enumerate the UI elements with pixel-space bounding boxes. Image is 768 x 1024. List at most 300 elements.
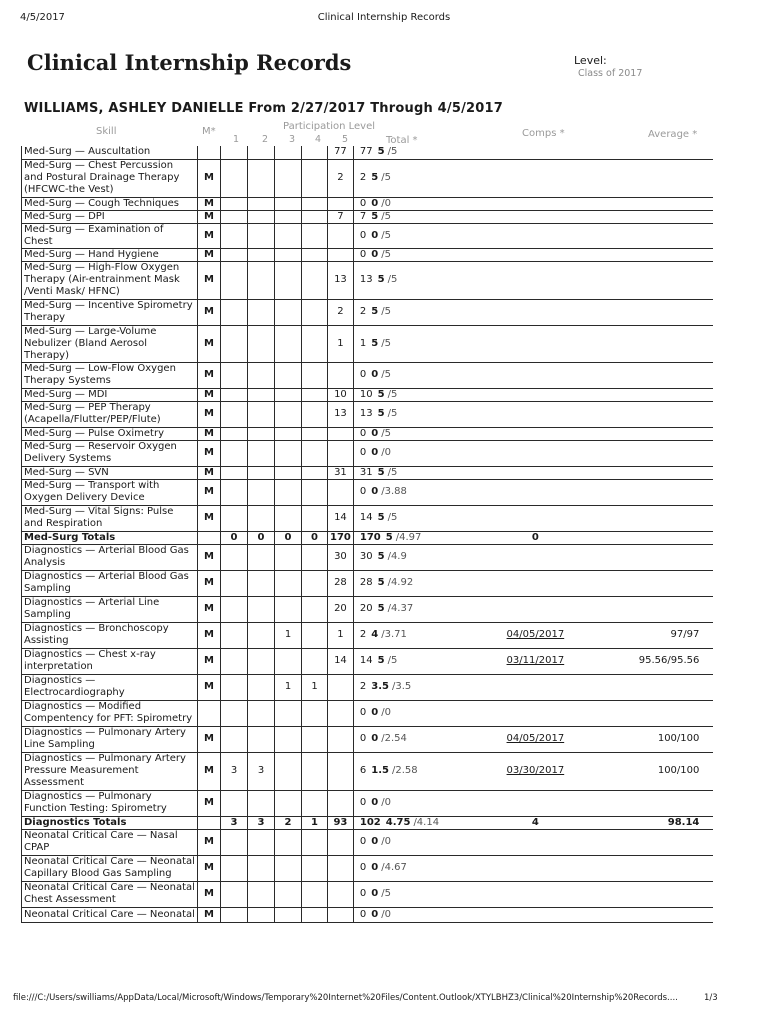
average-score: 100/100 bbox=[609, 752, 713, 790]
participation-level-3 bbox=[275, 648, 302, 674]
mandatory-mark bbox=[198, 531, 221, 544]
comps-date bbox=[461, 700, 609, 726]
average-score bbox=[609, 790, 713, 816]
total-max: /5 bbox=[381, 888, 391, 899]
total-max: /5 bbox=[387, 512, 398, 523]
total-count: 7 bbox=[359, 210, 367, 222]
column-header-level-4: 4 bbox=[315, 134, 322, 145]
participation-level-2 bbox=[248, 881, 275, 907]
participation-level-3 bbox=[275, 440, 302, 466]
participation-level-5 bbox=[328, 700, 354, 726]
total-count: 2 bbox=[359, 306, 367, 317]
participation-level-5: 77 bbox=[328, 146, 354, 159]
total-cell bbox=[353, 570, 461, 596]
table-row bbox=[22, 855, 714, 881]
total-score: 0 bbox=[371, 797, 379, 808]
participation-level-5: 170 bbox=[328, 531, 354, 544]
participation-level-5: 1 bbox=[328, 622, 354, 648]
participation-level-4 bbox=[302, 388, 328, 401]
participation-level-3: 2 bbox=[275, 816, 302, 829]
total-count: 102 bbox=[359, 816, 381, 828]
participation-level-1 bbox=[221, 648, 248, 674]
total-max: /5 bbox=[381, 369, 391, 380]
mandatory-mark: M bbox=[198, 299, 221, 325]
total-score: 5 bbox=[385, 531, 393, 543]
skill-name: Neonatal Critical Care — Neonatal bbox=[22, 907, 198, 922]
participation-level-3 bbox=[275, 505, 302, 531]
total-cell bbox=[353, 648, 461, 674]
participation-level-5 bbox=[328, 674, 354, 700]
comps-date: 0 bbox=[461, 531, 609, 544]
total-count: 20 bbox=[359, 603, 373, 614]
total-count: 0 bbox=[359, 888, 367, 899]
participation-level-1 bbox=[221, 855, 248, 881]
totals-row bbox=[22, 816, 714, 829]
average-score bbox=[609, 440, 713, 466]
participation-level-2 bbox=[248, 726, 275, 752]
comps-date bbox=[461, 440, 609, 466]
participation-level-1 bbox=[221, 726, 248, 752]
total-cell bbox=[353, 197, 461, 210]
total-cell bbox=[353, 855, 461, 881]
total-count: 13 bbox=[359, 408, 373, 419]
participation-level-3 bbox=[275, 210, 302, 223]
total-cell bbox=[353, 479, 461, 505]
comps-date bbox=[461, 855, 609, 881]
participation-level-1 bbox=[221, 401, 248, 427]
total-count: 0 bbox=[359, 733, 367, 744]
comps-date bbox=[461, 674, 609, 700]
participation-level-5: 20 bbox=[328, 596, 354, 622]
total-score: 4.75 bbox=[385, 816, 411, 828]
participation-level-5: 28 bbox=[328, 570, 354, 596]
participation-level-5 bbox=[328, 479, 354, 505]
column-header-level-2: 2 bbox=[262, 134, 269, 145]
comps-date: 03/11/2017 bbox=[461, 648, 609, 674]
participation-level-2 bbox=[248, 388, 275, 401]
participation-level-1 bbox=[221, 700, 248, 726]
table-row bbox=[22, 544, 714, 570]
skill-name: Med-Surg — Chest Percussion and Postural Drainage Therapy (HFCWC-the Vest) bbox=[22, 159, 198, 197]
participation-level-1 bbox=[221, 362, 248, 388]
average-score: 100/100 bbox=[609, 726, 713, 752]
skill-name: Med-Surg — DPI bbox=[22, 210, 198, 223]
table-row bbox=[22, 505, 714, 531]
comps-date bbox=[461, 210, 609, 223]
mandatory-mark: M bbox=[198, 752, 221, 790]
total-max: /5 bbox=[387, 274, 398, 285]
table-row bbox=[22, 197, 714, 210]
skill-name: Med-Surg — Transport with Oxygen Delivery Device bbox=[22, 479, 198, 505]
total-cell bbox=[353, 700, 461, 726]
total-max: /3.71 bbox=[381, 629, 407, 640]
total-score: 4 bbox=[371, 629, 379, 640]
average-score bbox=[609, 570, 713, 596]
participation-level-2 bbox=[248, 648, 275, 674]
average-score bbox=[609, 466, 713, 479]
comps-date bbox=[461, 223, 609, 248]
total-cell bbox=[353, 248, 461, 261]
skill-name: Med-Surg — PEP Therapy (Acapella/Flutter/PEP/Flute) bbox=[22, 401, 198, 427]
mandatory-mark: M bbox=[198, 674, 221, 700]
total-max: /0 bbox=[381, 908, 391, 920]
column-header-level-3: 3 bbox=[289, 134, 296, 145]
total-score: 5 bbox=[371, 172, 379, 183]
total-count: 77 bbox=[359, 146, 373, 158]
comps-date bbox=[461, 388, 609, 401]
average-score bbox=[609, 248, 713, 261]
participation-level-4 bbox=[302, 881, 328, 907]
participation-level-4 bbox=[302, 401, 328, 427]
total-max: /4.92 bbox=[387, 577, 414, 588]
participation-level-3: 1 bbox=[275, 674, 302, 700]
total-cell bbox=[353, 881, 461, 907]
participation-level-4 bbox=[302, 261, 328, 299]
participation-level-3: 0 bbox=[275, 531, 302, 544]
mandatory-mark: M bbox=[198, 790, 221, 816]
total-count: 0 bbox=[359, 447, 367, 458]
participation-level-2 bbox=[248, 790, 275, 816]
participation-level-1 bbox=[221, 299, 248, 325]
total-score: 5 bbox=[377, 577, 385, 588]
total-max: /5 bbox=[381, 248, 391, 260]
total-count: 170 bbox=[359, 531, 381, 543]
total-max: /3.88 bbox=[381, 486, 407, 497]
participation-level-3 bbox=[275, 829, 302, 855]
participation-level-5 bbox=[328, 790, 354, 816]
skill-name: Diagnostics — Modified Compentency for PFT: Spirometry bbox=[22, 700, 198, 726]
column-header-total: Total * bbox=[386, 135, 418, 146]
mandatory-mark: M bbox=[198, 388, 221, 401]
participation-level-1 bbox=[221, 881, 248, 907]
table-row bbox=[22, 790, 714, 816]
total-score: 5 bbox=[377, 603, 385, 614]
total-count: 30 bbox=[359, 551, 373, 562]
participation-level-3 bbox=[275, 752, 302, 790]
participation-level-3 bbox=[275, 907, 302, 922]
total-score: 5 bbox=[377, 274, 385, 285]
table-row bbox=[22, 466, 714, 479]
total-cell bbox=[353, 401, 461, 427]
average-score bbox=[609, 531, 713, 544]
total-count: 0 bbox=[359, 369, 367, 380]
average-score bbox=[609, 261, 713, 299]
participation-level-5: 30 bbox=[328, 544, 354, 570]
participation-level-2 bbox=[248, 700, 275, 726]
total-cell bbox=[353, 505, 461, 531]
participation-level-1 bbox=[221, 570, 248, 596]
participation-level-2 bbox=[248, 223, 275, 248]
skill-name: Med-Surg — Vital Signs: Pulse and Respiration bbox=[22, 505, 198, 531]
participation-level-4 bbox=[302, 146, 328, 159]
participation-level-2 bbox=[248, 544, 275, 570]
total-score: 0 bbox=[371, 908, 379, 920]
average-score bbox=[609, 829, 713, 855]
participation-level-3 bbox=[275, 466, 302, 479]
total-score: 0 bbox=[371, 197, 379, 209]
total-cell bbox=[353, 427, 461, 440]
total-score: 0 bbox=[371, 369, 379, 380]
participation-level-4 bbox=[302, 479, 328, 505]
participation-level-2 bbox=[248, 829, 275, 855]
mandatory-mark: M bbox=[198, 159, 221, 197]
footer-page-number: 1/3 bbox=[704, 993, 718, 1003]
total-count: 0 bbox=[359, 707, 367, 718]
comps-date bbox=[461, 466, 609, 479]
average-score bbox=[609, 146, 713, 159]
participation-level-5 bbox=[328, 855, 354, 881]
comps-date bbox=[461, 248, 609, 261]
participation-level-3 bbox=[275, 881, 302, 907]
total-score: 0 bbox=[371, 862, 379, 873]
total-cell bbox=[353, 159, 461, 197]
participation-level-5 bbox=[328, 223, 354, 248]
total-count: 2 bbox=[359, 172, 367, 183]
skill-name: Med-Surg — Incentive Spirometry Therapy bbox=[22, 299, 198, 325]
average-score: 97/97 bbox=[609, 622, 713, 648]
total-score: 0 bbox=[371, 229, 379, 241]
total-cell bbox=[353, 829, 461, 855]
total-count: 1 bbox=[359, 337, 367, 349]
average-score bbox=[609, 907, 713, 922]
total-max: /5 bbox=[381, 210, 391, 222]
total-count: 0 bbox=[359, 862, 367, 873]
average-score bbox=[609, 427, 713, 440]
column-header-comps: Comps * bbox=[522, 128, 565, 139]
comps-date bbox=[461, 881, 609, 907]
total-cell bbox=[353, 325, 461, 362]
participation-level-4 bbox=[302, 648, 328, 674]
participation-level-1 bbox=[221, 159, 248, 197]
column-header-participation: Participation Level bbox=[283, 121, 376, 132]
participation-level-1 bbox=[221, 388, 248, 401]
total-score: 0 bbox=[371, 836, 379, 847]
participation-level-3 bbox=[275, 197, 302, 210]
comps-date bbox=[461, 325, 609, 362]
total-max: /4.14 bbox=[413, 816, 440, 828]
participation-level-4 bbox=[302, 505, 328, 531]
total-score: 5 bbox=[377, 146, 385, 158]
average-score bbox=[609, 210, 713, 223]
comps-date bbox=[461, 544, 609, 570]
participation-level-1: 3 bbox=[221, 816, 248, 829]
comps-date bbox=[461, 401, 609, 427]
average-score bbox=[609, 855, 713, 881]
total-score: 0 bbox=[371, 486, 379, 497]
comps-date bbox=[461, 479, 609, 505]
total-max: /5 bbox=[387, 408, 398, 419]
total-count: 0 bbox=[359, 248, 367, 260]
table-row bbox=[22, 146, 714, 159]
participation-level-1 bbox=[221, 248, 248, 261]
participation-level-4 bbox=[302, 907, 328, 922]
column-header-skill: Skill bbox=[96, 126, 117, 137]
average-score bbox=[609, 325, 713, 362]
participation-level-2: 0 bbox=[248, 531, 275, 544]
average-score bbox=[609, 299, 713, 325]
mandatory-mark: M bbox=[198, 479, 221, 505]
mandatory-mark: M bbox=[198, 622, 221, 648]
participation-level-4 bbox=[302, 325, 328, 362]
print-header-title: Clinical Internship Records bbox=[317, 12, 451, 23]
participation-level-5: 1 bbox=[328, 325, 354, 362]
mandatory-mark: M bbox=[198, 648, 221, 674]
participation-level-4 bbox=[302, 596, 328, 622]
total-cell bbox=[353, 388, 461, 401]
total-score: 1.5 bbox=[371, 765, 389, 776]
participation-level-1 bbox=[221, 466, 248, 479]
skill-name: Diagnostics — Pulmonary Artery Line Sampling bbox=[22, 726, 198, 752]
table-row bbox=[22, 726, 714, 752]
mandatory-mark: M bbox=[198, 325, 221, 362]
table-row bbox=[22, 362, 714, 388]
total-cell bbox=[353, 790, 461, 816]
total-max: /4.97 bbox=[395, 531, 422, 543]
participation-level-4 bbox=[302, 726, 328, 752]
participation-level-1 bbox=[221, 197, 248, 210]
total-count: 0 bbox=[359, 486, 367, 497]
skill-name: Med-Surg — Reservoir Oxygen Delivery Systems bbox=[22, 440, 198, 466]
total-count: 6 bbox=[359, 765, 367, 776]
table-row bbox=[22, 440, 714, 466]
participation-level-2 bbox=[248, 299, 275, 325]
total-count: 0 bbox=[359, 836, 367, 847]
table-row bbox=[22, 479, 714, 505]
comps-date bbox=[461, 505, 609, 531]
participation-level-4 bbox=[302, 544, 328, 570]
total-cell bbox=[353, 622, 461, 648]
participation-level-2: 3 bbox=[248, 752, 275, 790]
skills-table bbox=[21, 146, 713, 923]
total-max: /5 bbox=[381, 172, 391, 183]
total-count: 10 bbox=[359, 388, 373, 400]
total-score: 5 bbox=[377, 408, 385, 419]
mandatory-mark: M bbox=[198, 248, 221, 261]
mandatory-mark: M bbox=[198, 855, 221, 881]
participation-level-5 bbox=[328, 881, 354, 907]
participation-level-5 bbox=[328, 726, 354, 752]
table-row bbox=[22, 388, 714, 401]
mandatory-mark: M bbox=[198, 261, 221, 299]
skill-name: Diagnostics — Arterial Blood Gas Analysis bbox=[22, 544, 198, 570]
total-max: /5 bbox=[381, 229, 391, 241]
participation-level-4 bbox=[302, 362, 328, 388]
total-cell bbox=[353, 907, 461, 922]
table-row bbox=[22, 596, 714, 622]
participation-level-4 bbox=[302, 223, 328, 248]
participation-level-5: 31 bbox=[328, 466, 354, 479]
participation-level-3 bbox=[275, 700, 302, 726]
total-count: 13 bbox=[359, 274, 373, 285]
participation-level-2 bbox=[248, 261, 275, 299]
table-row bbox=[22, 223, 714, 248]
participation-level-2 bbox=[248, 674, 275, 700]
participation-level-1 bbox=[221, 146, 248, 159]
participation-level-4 bbox=[302, 790, 328, 816]
participation-level-1 bbox=[221, 596, 248, 622]
total-max: /4.9 bbox=[387, 551, 407, 562]
comps-date bbox=[461, 197, 609, 210]
average-score bbox=[609, 388, 713, 401]
skill-name: Med-Surg — Pulse Oximetry bbox=[22, 427, 198, 440]
table-row bbox=[22, 210, 714, 223]
table-row bbox=[22, 401, 714, 427]
participation-level-5: 14 bbox=[328, 505, 354, 531]
participation-level-3 bbox=[275, 596, 302, 622]
participation-level-3 bbox=[275, 299, 302, 325]
participation-level-4 bbox=[302, 440, 328, 466]
skill-name: Diagnostics — Chest x-ray interpretation bbox=[22, 648, 198, 674]
total-score: 0 bbox=[371, 447, 379, 458]
participation-level-3 bbox=[275, 223, 302, 248]
total-cell bbox=[353, 223, 461, 248]
total-score: 5 bbox=[377, 466, 385, 478]
comps-date bbox=[461, 159, 609, 197]
comps-date bbox=[461, 790, 609, 816]
comps-date bbox=[461, 829, 609, 855]
skill-name: Neonatal Critical Care — Neonatal Capillary Blood Gas Sampling bbox=[22, 855, 198, 881]
participation-level-4 bbox=[302, 466, 328, 479]
comps-date: 03/30/2017 bbox=[461, 752, 609, 790]
participation-level-4 bbox=[302, 427, 328, 440]
participation-level-4 bbox=[302, 299, 328, 325]
participation-level-5 bbox=[328, 197, 354, 210]
participation-level-5 bbox=[328, 829, 354, 855]
mandatory-mark: M bbox=[198, 881, 221, 907]
document-title: Clinical Internship Records bbox=[27, 50, 352, 75]
total-score: 5 bbox=[371, 337, 379, 349]
table-row bbox=[22, 881, 714, 907]
participation-level-4 bbox=[302, 159, 328, 197]
mandatory-mark bbox=[198, 816, 221, 829]
total-count: 0 bbox=[359, 797, 367, 808]
total-cell bbox=[353, 466, 461, 479]
average-score bbox=[609, 197, 713, 210]
comps-date: 04/05/2017 bbox=[461, 726, 609, 752]
total-cell bbox=[353, 596, 461, 622]
participation-level-2 bbox=[248, 210, 275, 223]
total-max: /5 bbox=[381, 306, 391, 317]
participation-level-2 bbox=[248, 505, 275, 531]
participation-level-5: 2 bbox=[328, 299, 354, 325]
average-score bbox=[609, 362, 713, 388]
participation-level-5 bbox=[328, 752, 354, 790]
average-score: 98.14 bbox=[609, 816, 713, 829]
average-score bbox=[609, 881, 713, 907]
total-score: 0 bbox=[371, 427, 379, 439]
skill-name: Neonatal Critical Care — Neonatal Chest Assessment bbox=[22, 881, 198, 907]
table-row bbox=[22, 427, 714, 440]
skill-name: Diagnostics Totals bbox=[22, 816, 198, 829]
total-score: 0 bbox=[371, 248, 379, 260]
participation-level-3 bbox=[275, 261, 302, 299]
participation-level-5: 10 bbox=[328, 388, 354, 401]
total-cell bbox=[353, 261, 461, 299]
mandatory-mark: M bbox=[198, 223, 221, 248]
skill-name: Med-Surg — MDI bbox=[22, 388, 198, 401]
total-max: /0 bbox=[381, 197, 391, 209]
total-cell bbox=[353, 816, 461, 829]
skill-name: Med-Surg — Low-Flow Oxygen Therapy Systems bbox=[22, 362, 198, 388]
participation-level-5: 93 bbox=[328, 816, 354, 829]
mandatory-mark: M bbox=[198, 505, 221, 531]
participation-level-1 bbox=[221, 427, 248, 440]
participation-level-3 bbox=[275, 544, 302, 570]
participation-level-4 bbox=[302, 752, 328, 790]
total-score: 0 bbox=[371, 707, 379, 718]
comps-date: 04/05/2017 bbox=[461, 622, 609, 648]
total-score: 5 bbox=[377, 551, 385, 562]
